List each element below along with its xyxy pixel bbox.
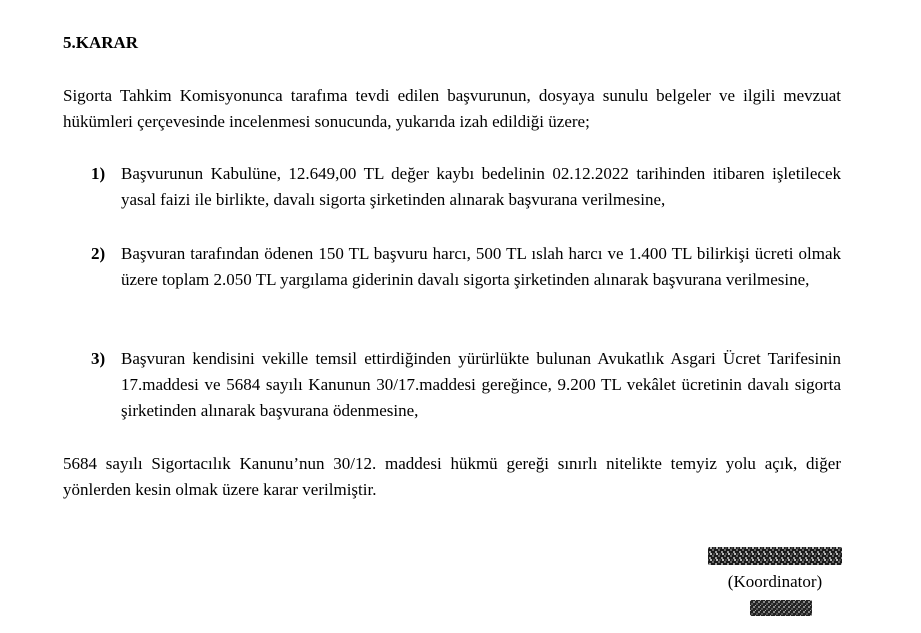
signature-block [700, 543, 850, 621]
decision-item-number: 3) [91, 349, 106, 368]
decision-item-number: 2) [91, 244, 106, 263]
decision-item-1 [91, 161, 841, 213]
decision-item-text: Başvurunun Kabulüne, 12.649,00 TL değer kaybı bedelinin 02.12.2022 tarihinden itibaren işletilecek yasal faizi ile birlikte, davalı sigorta şirketinden alınarak başvurana verilmesine, [121, 164, 841, 209]
decision-item-3 [91, 346, 841, 424]
intro-paragraph: Sigorta Tahkim Komisyonunca tarafıma tevdi edilen başvurunun, dosyaya sunulu belgeler ve ilgili mevzuat hükümleri çerçevesinde incelenmesi sonucunda, yukarıda izah edildiği üzere; [63, 86, 841, 131]
signature-role: (Koordinator) [727, 572, 823, 591]
redacted-name [706, 543, 844, 569]
decision-item-text: Başvuran tarafından ödenen 150 TL başvuru harcı, 500 TL ıslah harcı ve 1.400 TL bilirkişi ücreti olmak üzere toplam 2.050 TL yargılama giderinin davalı sigorta şirketinden alınarak başvurana verilmesine, [121, 244, 841, 289]
decision-item-number: 1) [91, 164, 106, 183]
redacted-signature [748, 595, 814, 621]
decision-item-2 [91, 241, 841, 293]
section-heading: 5.KARAR [63, 33, 139, 52]
closing-paragraph: 5684 sayılı Sigortacılık Kanunu’nun 30/12. maddesi hükmü gereği sınırlı nitelikte temyiz yolu açık, diğer yönlerden kesin olmak üzere karar verilmiştir. [63, 454, 841, 499]
decision-item-text: Başvuran kendisini vekille temsil ettirdiğinden yürürlükte bulunan Avukatlık Asgari Ücret Tarifesinin 17.maddesi ve 5684 sayılı Kanunun 30/17.maddesi gereğince, 9.200 TL vekâlet ücretinin davalı sigorta şirketinden alınarak başvurana ödenmesine, [121, 349, 841, 420]
